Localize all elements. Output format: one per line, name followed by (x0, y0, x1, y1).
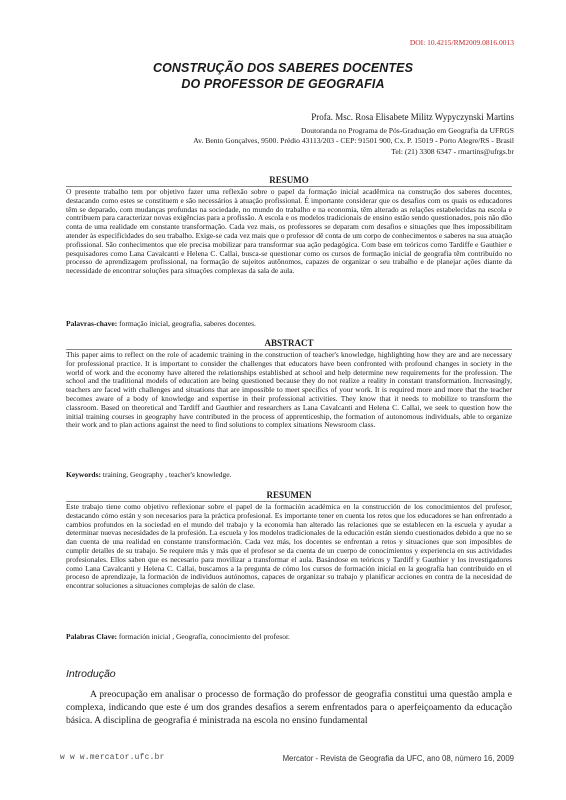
abstract-keywords (66, 470, 512, 479)
article-title (0, 60, 566, 92)
introducao-text: A preocupação em analisar o processo de formação do professor de geografia constitui uma questão ampla e complexa, indicando que este é um dos grandes desafios a serem enfrentados para o aperfeiçoamento da educação básica. A disciplina de geografia é ministrada na escola no ensino fundamental (66, 689, 512, 726)
resumo-keywords-label: Palavras-chave: (66, 319, 118, 328)
author-contact: Tel: (21) 3308 6347 - rmartins@ufrgs.br (391, 146, 514, 156)
resumo-heading: RESUMO (269, 175, 309, 185)
author-address: Av. Bento Gonçalves, 9500. Prédio 43113/203 - CEP: 91501 900, Cx. P. 15019 - Porto Alegre/RS - Brasil (193, 136, 514, 146)
doi-label: DOI: 10.4215/RM2009.0816.0013 (409, 38, 514, 47)
article-title-line-1: CONSTRUÇÃO DOS SABERES DOCENTES (152, 61, 414, 75)
resumo-text: O presente trabalho tem por objetivo fazer uma reflexão sobre o papel da formação inicial acadêmica na construção dos saberes docentes, destacando como estes se constituem e são necessários à atuação profissional. É importante considerar que os desafios com os quais os educadores têm se deparado, com mudanças profundas na sociedade, no mundo do trabalho e na economia, têm alterado as relações estabelecidas na escola e contribuem para caracterizar novas exigências para a profissão. A escola e os modelos tradicionais de ensino estão sendo questionados, pois não dão conta de uma realidade em constante transformação. Cada vez mais, os professores se deparam com desafios e situações que lhes impossibilitam atender às especificidades do seu trabalho. Exige-se cada vez mais que o professor dê conta de um corpo de conhecimentos e saberes na sua atuação profissional. São conhecimentos que ele precisa mobilizar para transformar sua ação pedagógica. Com base em teóricos como Tardiffe e Gauthier e pesquisadores como Lana Cavalcanti e Helena C. Callai, busca-se questionar como os cursos de formação inicial de geografia têm contribuído no processo de aprendizagem profissional, na formação de sujeitos autônomos, capazes de organizar o seu trabalho e de planejar ações diante da necessidade de encontrar soluções para situações complexas da sala de aula. (66, 187, 512, 276)
author-block (193, 112, 514, 157)
footer-url-link[interactable]: w w w.mercator.ufc.br (60, 754, 165, 762)
resumen-keywords-label: Palabras Clave: (66, 632, 118, 641)
abstract-heading: ABSTRACT (264, 338, 314, 348)
resumen-text: Este trabajo tiene como objetivo reflexionar sobre el papel de la formación académica en la construcción de los conocimientos del profesor, destacando cómo están y son necesarios para la práctica profesional. Es importante tener en cuenta los retos que los educadores se han enfrentado a cambios profundos en la sociedad en el mundo del trabajo y la economía han alterado las relaciones que se establecen en la escuela y ayudar a determinar nuevas necesidades de la profesión. La escuela y los modelos tradicionales de la educación están siendo cuestionados debido a que no se dan cuenta de una realidad en constante transformación. Cada vez más, los docentes se enfrentan a retos y situaciones que son imposibles de cumplir detalles de su trabajo. Se requiere más y más que el profesor se da cuenta de un cuerpo de conocimientos y experiencia en sus actividades profesionales. Ellos saben que es necesario para movilizar a transformar el aula. Basándose en teóricos y Tardiff y Gauthier y los investigadores como Lana Cavalcanti y Helena C. Callai, buscamos a la pregunta de cómo los cursos de formación inicial en la geografía han contribuido en el proceso de aprendizaje, la formación de individuos autónomos, capaces de organizar su trabajo y planificar acciones en contra de la necesidad de encontrar soluciones a situaciones complejas de salón de clase. (66, 502, 512, 591)
abstract-keywords-label: Keywords: (66, 470, 101, 479)
resumo-keywords-text: formação inicial, geografia, saberes docentes. (117, 319, 256, 328)
article-title-line-2: DO PROFESSOR DE GEOGRAFIA (181, 77, 385, 91)
resumen-keywords (66, 632, 512, 641)
author-name: Profa. Msc. Rosa Elisabete Militz Wypyczynski Martins (311, 112, 514, 122)
author-affiliation: Doutoranda no Programa de Pós-Graduação em Geografia da UFRGS (301, 125, 514, 135)
footer-journal: Mercator - Revista de Geografia da UFC, ano 08, número 16, 2009 (282, 754, 514, 763)
abstract-text: This paper aims to reflect on the role of academic training in the construction of teacher's knowledge, highlighting how they are and are necessary for professional practice. It is important to consider the challenges that educators have been confronted with profound changes in society in the world of work and the economy have altered the relationships established at school and help determine new requirements for the profession. The school and the traditional models of education are being questioned because they do not realize a reality in constant transformation. Increasingly, teachers are faced with challenges and situations that are impossible to meet specifics of your work. It is required more and more that the teacher becomes aware of a body of knowledge and expertise in their professional activities. They know that it needs to mobilize to transform the classroom. Based on theoretical and Tardiff and Gauthier and researchers as Lana Cavalcanti and Helena C. Callai, we seek to question how the initial training courses in geography have contributed in the process of apprenticeship, the formation of autonomous individuals, able to organize their work and to plan actions against the need to find solutions to complex situations Newsroom class. (66, 350, 512, 430)
resumo-keywords (66, 319, 512, 328)
resumen-keywords-text: formación inicial , Geografía, conocimiento del profesor. (117, 632, 290, 641)
resumen-heading: RESUMEN (266, 490, 312, 500)
abstract-keywords-text: training, Geography , teacher's knowledge. (101, 470, 232, 479)
introducao-heading: Introdução (66, 668, 116, 680)
